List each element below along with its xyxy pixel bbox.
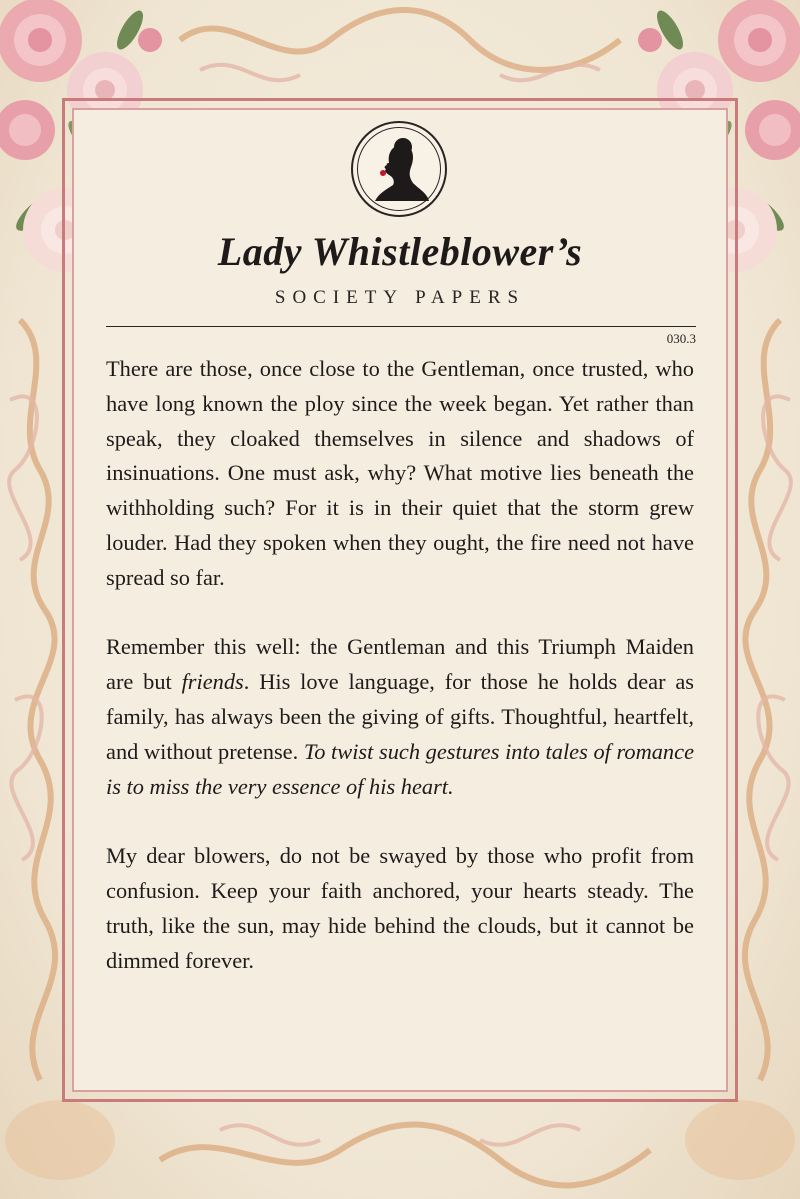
letter-body bbox=[106, 352, 694, 978]
paragraph-1: There are those, once close to the Gentleman, once trusted, who have long known the ploy since the week began. Yet rather than speak, they cloaked themselves in silence and shadows of insinuations. One must ask, why? What motive lies beneath the withholding such? For it is in their quiet that the storm grew louder. Had they spoken when they ought, the fire need not have spread so far. bbox=[106, 356, 694, 590]
issue-number: 030.3 bbox=[666, 331, 696, 346]
page-title: Lady Whistleblower’s bbox=[217, 229, 583, 274]
paragraph-2-text-b: . His love language, for those he holds dear as family, has always been the giving of gifts. Thoughtful, heartfelt, and without pretense. bbox=[106, 669, 694, 764]
paragraph-3: My dear blowers, do not be swayed by those who profit from confusion. Keep your faith anchored, your hearts steady. The truth, like the sun, may hide behind the clouds, but it cannot be dimmed forever. bbox=[106, 843, 694, 973]
page-subtitle: SOCIETY PAPERS bbox=[274, 287, 526, 308]
paragraph-2-text-a: Remember this well: the Gentleman and this Triumph Maiden are but bbox=[106, 634, 694, 695]
lady-silhouette-icon bbox=[351, 121, 447, 217]
paragraph-2-italic-sentence: To twist such gestures into tales of romance is to miss the very essence of his heart. bbox=[106, 738, 695, 799]
title-divider bbox=[106, 326, 696, 327]
silhouette-figure bbox=[353, 123, 445, 215]
paragraph-2 bbox=[106, 630, 694, 804]
paragraph-2-emphasis: friends bbox=[181, 669, 244, 695]
